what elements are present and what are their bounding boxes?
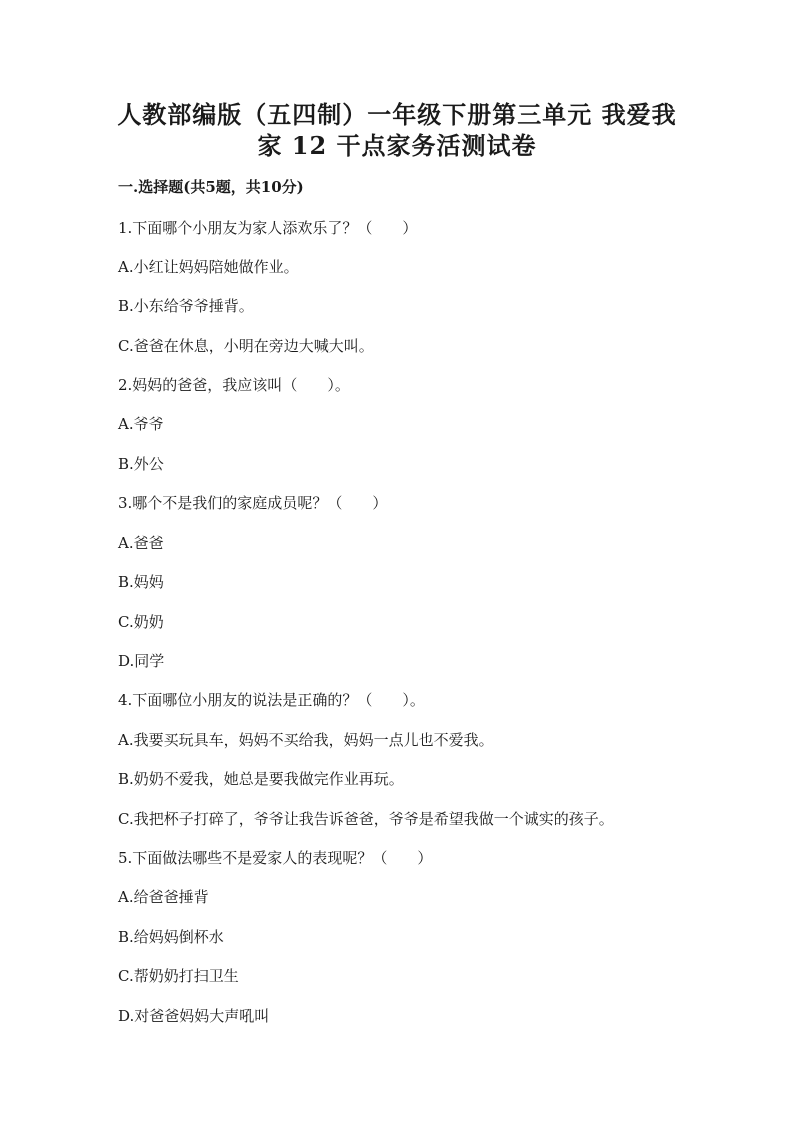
page-title-line-1: 人教部编版（五四制）一年级下册第三单元 我爱我 [117, 100, 677, 129]
page-title-line-2: 家 12 干点家务活测试卷 [257, 131, 537, 160]
question-5-option-d: D.对爸爸妈妈大声吼叫 [118, 1007, 270, 1025]
question-5-option-c: C.帮奶奶打扫卫生 [118, 967, 239, 985]
question-5-option-b: B.给妈妈倒杯水 [118, 928, 224, 946]
question-1-option-b: B.小东给爷爷捶背。 [118, 297, 254, 315]
question-2-option-b: B.外公 [118, 455, 164, 473]
question-2-option-a: A.爷爷 [118, 415, 164, 433]
question-3-option-a: A.爸爸 [118, 534, 164, 552]
question-3-stem: 3.哪个不是我们的家庭成员呢？（ ） [118, 494, 388, 512]
question-3-option-c: C.奶奶 [118, 613, 164, 631]
question-2-stem: 2.妈妈的爸爸，我应该叫（ ）。 [118, 376, 350, 394]
question-3-option-d: D.同学 [118, 652, 165, 670]
section-heading: 一.选择题(共5题，共10分) [118, 178, 304, 196]
question-4-option-c: C.我把杯子打碎了，爷爷让我告诉爸爸，爷爷是希望我做一个诚实的孩子。 [118, 810, 614, 828]
question-4-option-b: B.奶奶不爱我，她总是要我做完作业再玩。 [118, 770, 404, 788]
question-1-stem: 1.下面哪个小朋友为家人添欢乐了？（ ） [118, 219, 418, 237]
question-4-stem: 4.下面哪位小朋友的说法是正确的？（ ）。 [118, 691, 425, 709]
question-5-stem: 5.下面做法哪些不是爱家人的表现呢？（ ） [118, 849, 433, 867]
question-1-option-a: A.小红让妈妈陪她做作业。 [118, 258, 299, 276]
question-5-option-a: A.给爸爸捶背 [118, 888, 209, 906]
question-1-option-c: C.爸爸在休息，小明在旁边大喊大叫。 [118, 337, 374, 355]
question-3-option-b: B.妈妈 [118, 573, 164, 591]
question-4-option-a: A.我要买玩具车，妈妈不买给我，妈妈一点儿也不爱我。 [118, 731, 494, 749]
